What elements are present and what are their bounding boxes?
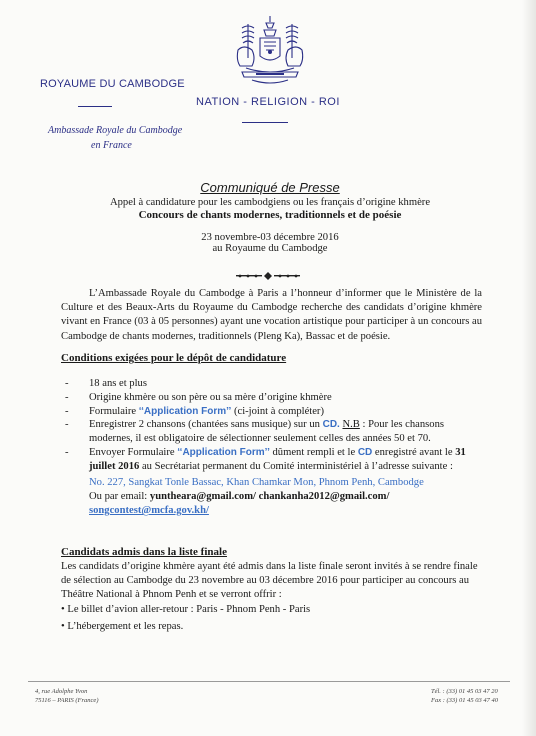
benefit-lodging: • L’hébergement et les repas. bbox=[61, 620, 184, 632]
footer-rule bbox=[28, 681, 510, 682]
benefit-flight: • Le billet d’avion aller-retour : Paris - Phnom Penh - Paris bbox=[61, 603, 311, 615]
list-item bbox=[65, 405, 480, 419]
intro-paragraph bbox=[61, 287, 482, 344]
deadline-date: 31 juillet 2016 bbox=[89, 446, 466, 472]
footer-address bbox=[35, 687, 98, 705]
condition-form-suffix: (ci-joint à compléter) bbox=[231, 405, 324, 417]
condition-send-suffix: au Secrétariat permanent du Comité interministériel à l’adresse suivante : bbox=[139, 460, 453, 472]
condition-send-text: Envoyer Formulaire bbox=[89, 446, 178, 458]
cd-label: CD. bbox=[322, 419, 340, 431]
condition-cd-note: : Pour les chansons modernes, il est obligatoire de sélectionner seulement celles des années 50 et 70. bbox=[89, 419, 445, 445]
motto-underline bbox=[242, 122, 288, 123]
footer-fax: Fax : (33) 01 45 03 47 40 bbox=[431, 697, 498, 704]
finalists-paragraph bbox=[61, 560, 482, 634]
page-title: Communiqué de Presse bbox=[200, 180, 340, 195]
kingdom-name: ROYAUME DU CAMBODGE bbox=[40, 78, 185, 90]
condition-send-mid2: enregistré avant le bbox=[372, 446, 456, 458]
condition-origin: Origine khmère ou son père ou sa mère d’origine khmère bbox=[89, 391, 332, 403]
conditions-heading: Conditions exigées pour le dépôt de candidature bbox=[61, 352, 287, 364]
condition-cd-text: Enregistrer 2 chansons (chantées sans musique) sur un bbox=[89, 419, 323, 431]
condition-send-mid: dûment rempli et le bbox=[269, 446, 358, 458]
nb-label: N.B bbox=[342, 419, 360, 431]
list-item bbox=[65, 418, 480, 446]
finalists-heading: Candidats admis dans la liste finale bbox=[61, 546, 227, 558]
list-item bbox=[65, 391, 480, 405]
embassy-location: en France bbox=[91, 140, 132, 151]
contest-name: Concours de chants modernes, traditionnels et de poésie bbox=[138, 209, 402, 221]
embassy-name: Ambassade Royale du Cambodge bbox=[48, 125, 183, 136]
list-item bbox=[65, 377, 480, 391]
ornament-divider-icon bbox=[236, 267, 300, 275]
mailing-address: No. 227, Sangkat Tonle Bassac, Khan Chamkar Mon, Phnom Penh, Cambodge bbox=[89, 476, 424, 488]
application-form-link[interactable]: ‘‘Application Form’’ bbox=[138, 405, 232, 417]
email-addresses[interactable]: yuntheara@gmail.com/ chankanha2012@gmail.com/ bbox=[149, 491, 390, 503]
footer-street: 4, rue Adolphe Yvon bbox=[35, 688, 88, 695]
kingdom-underline bbox=[78, 106, 112, 107]
footer-phone: Tél. : (33) 01 45 03 47 20 bbox=[431, 688, 498, 695]
finalists-text: Les candidats d’origine khmère ayant été admis dans la liste finale seront invités à se rendre finale de sélection au Cambodge du 23 novembre au 03 décembre 2016 pour participer au concours au Théâtre National à Phnom Penh et se verront offrir : bbox=[61, 561, 478, 601]
list-item bbox=[65, 446, 480, 518]
footer-city: 75116 – PARIS (France) bbox=[35, 697, 99, 704]
conditions-list bbox=[65, 377, 480, 518]
email-link-songcontest[interactable]: songcontest@mcfa.gov.kh/ bbox=[89, 505, 209, 517]
condition-form-text: Formulaire bbox=[89, 405, 139, 417]
subtitle: Appel à candidature pour les cambodgiens ou les français d’origine khmère bbox=[109, 197, 431, 208]
cd-label: CD bbox=[357, 446, 373, 458]
contest-dates: 23 novembre-03 décembre 2016 bbox=[201, 232, 339, 243]
scan-edge-shadow bbox=[522, 0, 536, 736]
intro-text: L’Ambassade Royale du Cambodge à Paris a l’honneur d’informer que le Ministère de la Culture et des Beaux-Arts du Royaume du Cambodge recherche des candidats d’origine khmère vivant en France (03 à 05 personnes) ayant une vocation artistique pour participer à un concours au Cambodge de chants modernes, traditionnels (Pleng Ka), Bassac et de poésie. bbox=[61, 288, 482, 342]
title-block bbox=[60, 180, 480, 254]
application-form-link[interactable]: ‘‘Application Form’’ bbox=[177, 446, 270, 458]
contest-location: au Royaume du Cambodge bbox=[212, 243, 328, 254]
motto: NATION - RELIGION - ROI bbox=[196, 96, 340, 108]
email-label: Ou par email: bbox=[89, 491, 150, 503]
royal-emblem-icon bbox=[226, 14, 314, 88]
condition-age: 18 ans et plus bbox=[89, 378, 147, 389]
footer-contact bbox=[431, 687, 498, 705]
